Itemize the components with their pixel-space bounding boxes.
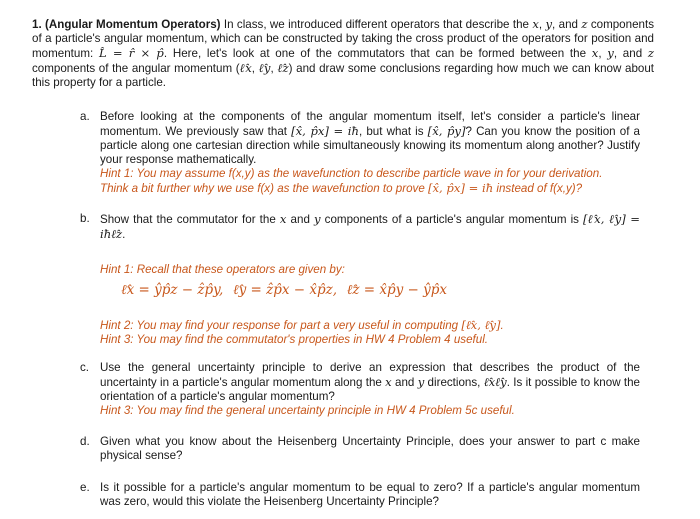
part-e-text: Is it possible for a particle's angular momentum to be equal to zero? If a particle's angular momentum was zero, would this violate the Heisenberg Uncertainty Principle? xyxy=(100,481,640,509)
intro-text: components of the angular momentum ( xyxy=(32,62,240,76)
part-b-hint-3: Hint 3: You may find the commutator's properties in HW 4 Problem 4 useful. xyxy=(100,333,488,347)
part-a-text: , but what is xyxy=(359,125,428,139)
part-c-text: Use the general uncertainty principle to derive an expression that describes the product of the uncertainty in a particle's angular momentum along the xyxy=(100,361,640,390)
part-b xyxy=(80,212,640,242)
intro-text: . Here, let's look at one of the commutators that can be formed between the xyxy=(163,47,592,61)
math-z: z xyxy=(647,46,654,61)
part-d xyxy=(80,435,640,463)
part-a-body xyxy=(100,110,640,197)
part-d-label: d. xyxy=(80,435,90,448)
part-e-label: e. xyxy=(80,481,90,494)
hint-text: . xyxy=(500,319,504,332)
part-a-text: Before looking at the components of the angular momentum itself, let's consider a particle's linear momentum. We previously saw that xyxy=(100,110,640,139)
part-b-hints-2-3 xyxy=(80,318,640,347)
product-lx-ly: ℓ̂xℓ̂y xyxy=(483,375,507,390)
commutator-x-px: [x̂, p̂x] = iħ xyxy=(428,181,494,196)
equation-lx: ℓ̂x = ŷp̂z − ẑp̂y, xyxy=(121,282,224,298)
part-b-text: Show that the commutator for the xyxy=(100,213,280,226)
math-lz: ℓ̂z xyxy=(277,61,289,76)
part-c-body: Use the general uncertainty principle to derive an expression that describes the product of the uncertainty in a particle's angular momentum along the x and y directions, ℓ̂xℓ̂y. Is it possible to know the orientation of a particle's angular momentum? Hint 3: You may find the general uncertainty principle in HW 4 Problem 5c useful. xyxy=(100,361,640,418)
part-c-text: directions, xyxy=(424,376,484,390)
part-b-body: Show that the commutator for the x and y components of a particle's angular momentum is [ℓ̂x, ℓ̂y] = iħℓ̂z. xyxy=(100,212,640,242)
hint-text: instead of f(x,y)? xyxy=(493,182,583,196)
commutator-lx-ly: [ℓ̂x, ℓ̂y] = iħℓ̂z xyxy=(100,212,640,242)
math-z: z xyxy=(581,17,588,31)
part-a-text: ? Can you know the position of a particle along one cartesian direction while simultaneously knowing its momentum along another? Justify your response mathematically. xyxy=(100,125,640,167)
part-c-hint: Hint 3: You may find the general uncertainty principle in HW 4 Problem 5c useful. xyxy=(100,404,515,418)
commutator-x-py: [x̂, p̂y] xyxy=(427,124,466,139)
problem-heading: 1. (Angular Momentum Operators) xyxy=(32,18,221,31)
math-x: x xyxy=(532,17,539,31)
part-a-hint-1: Hint 1: You may assume f(x,y) as the wavefunction to describe particle wave in for your derivation. xyxy=(100,167,603,181)
part-c-text: . Is it possible to know the orientation of a particle's angular momentum? xyxy=(100,376,640,404)
math-x: x xyxy=(591,46,599,61)
math-y: y xyxy=(417,375,425,390)
part-a-hint-2 xyxy=(100,181,640,196)
part-c xyxy=(80,361,640,418)
math-y: y xyxy=(314,212,321,226)
part-b-hint-1-block xyxy=(80,263,640,277)
hint-text: Think a bit further why we use f(x) as the wavefunction to prove xyxy=(100,182,428,196)
intro-text: components of a particle's angular momentum, which can be constructed by taking the cross product of the operators for position and momentum: xyxy=(32,18,654,61)
part-b-label: b. xyxy=(80,212,90,225)
math-ly: ℓ̂y xyxy=(258,61,271,76)
math-y: y xyxy=(545,17,553,31)
part-e xyxy=(80,481,640,509)
problem-intro: 1. (Angular Momentum Operators) In class, we introduced different operators that describe the x, y, and z components of a particle's angular momentum, which can be constructed by taking the cross product of the operators for position and momentum: L̂ = r̂ × p̂. Here, let's look at one of the commutators that can be formed between the x, y, and z components of the angular momentum (ℓ̂x, ℓ̂y, ℓ̂z) and draw some conclusions regarding how much we can know about this property for a particle. xyxy=(32,17,655,90)
math-y: y xyxy=(607,46,614,61)
part-a xyxy=(80,110,640,197)
equation-lz: ℓ̂z = x̂p̂y − ŷp̂x xyxy=(346,282,448,298)
part-b-text: components of a particle's angular momentum is xyxy=(320,213,584,226)
part-c-label: c. xyxy=(80,361,90,374)
part-d-text: Given what you know about the Heisenberg Uncertainty Principle, does your answer to part c make physical sense? xyxy=(100,435,640,463)
hint-text: Hint 2: You may find your response for part a very useful in computing xyxy=(100,319,462,332)
math-lx: ℓ̂x xyxy=(239,61,252,76)
equation-ly: ℓ̂y = ẑp̂x − x̂p̂z, xyxy=(232,282,338,298)
commutator-x-px: [x̂, p̂x] = iħ xyxy=(291,124,359,139)
part-b-hint-1: Hint 1: Recall that these operators are given by: xyxy=(100,263,345,276)
angular-momentum-equations xyxy=(121,283,641,298)
intro-text: In class, we introduced different operators that describe the xyxy=(220,18,533,31)
part-b-hints-body xyxy=(100,318,640,347)
angular-momentum-definition: L̂ = r̂ × p̂ xyxy=(98,46,164,61)
math-x: x xyxy=(385,375,392,390)
math-x: x xyxy=(279,212,287,226)
intro-and: and xyxy=(555,18,582,31)
part-b-hint-2 xyxy=(100,318,640,333)
part-a-label: a. xyxy=(80,110,90,123)
intro-text: ) and draw some conclusions regarding how much we can know about this property for a particle. xyxy=(32,62,655,90)
commutator-lx-ly: [ℓ̂x, ℓ̂y] xyxy=(461,318,501,332)
